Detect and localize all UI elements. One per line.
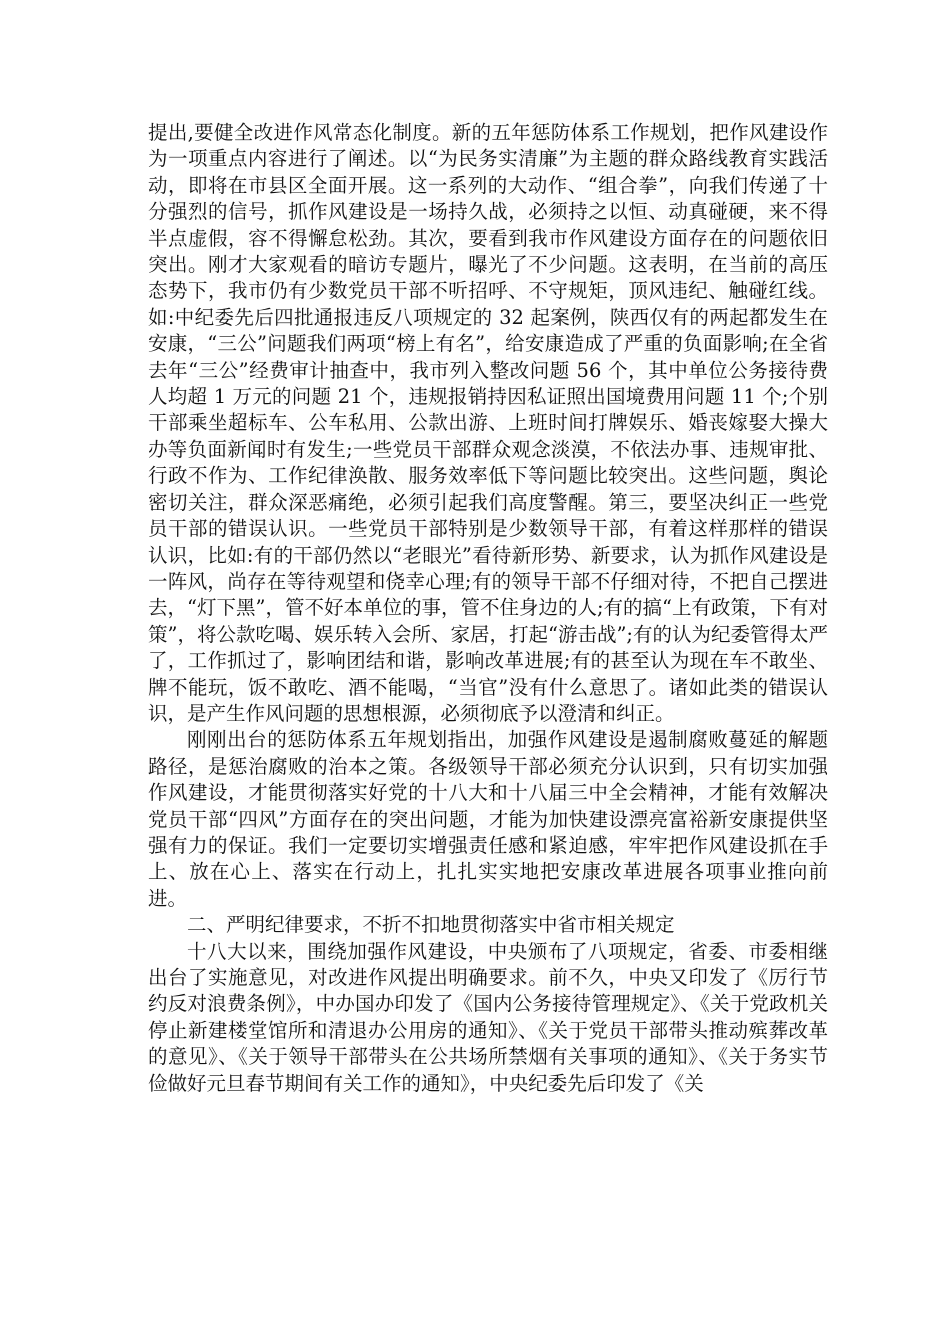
paragraph-1: 提出,要健全改进作风常态化制度。新的五年惩防体系工作规划，把作风建设作为一项重点内容进行了阐述。以“为民务实清廉”为主题的群众路线教育实践活动，即将在市县区全面开展。这一系列的大动作、“组合拳”，向我们传递了十分强烈的信号，抓作风建设是一场持久战，必须持之以恒、动真碰硬，来不得半点虚假，容不得懈怠松劲。其次，要看到我市作风建设方面存在的问题依旧突出。刚才大家观看的暗访专题片，曝光了不少问题。这表明，在当前的高压态势下，我市仍有少数党员干部不听招呼、不守规矩，顶风违纪、触碰红线。如:中纪委先后四批通报违反八项规定的 32 起案例，陕西仅有的两起都发生在安康，“三公”问题我们两项“榜上有名”，给安康造成了严重的负面影响;在全省去年“三公”经费审计抽查中，我市列入整改问题 56 个，其中单位公务接待费人均超 1 万元的问题 21 个，违规报销持因私证照出国境费用问题 11 个;个别干部乘坐超标车、公车私用、公款出游、上班时间打牌娱乐、婚丧嫁娶大操大办等负面新闻时有发生;一些党员干部群众观念淡漠，不依法办事、违规审批、行政不作为、工作纪律涣散、服务效率低下等问题比较突出。这些问题，舆论密切关注，群众深恶痛绝，必须引起我们高度警醒。第三，要坚决纠正一些党员干部的错误认识。一些党员干部特别是少数领导干部，有着这样那样的错误认识，比如:有的干部仍然以“老眼光”看待新形势、新要求，认为抓作风建设是一阵风，尚存在等待观望和侥幸心理;有的领导干部不仔细对待，不把自己摆进去，“灯下黑”，管不好本单位的事，管不住身边的人;有的搞“上有政策，下有对策”，将公款吃喝、娱乐转入会所、家居，打起“游击战”;有的认为纪委管得太严了，工作抓过了，影响团结和谐，影响改革进展;有的甚至认为现在车不敢坐、牌不能玩，饭不敢吃、酒不能喝，“当官”没有什么意思了。诸如此类的错误认识，是产生作风问题的思想根源，必须彻底予以澄清和纠正。 [148, 121, 828, 725]
paragraph-3: 十八大以来，围绕加强作风建设，中央颁布了八项规定，省委、市委相继出台了实施意见，对改进作风提出明确要求。前不久，中央又印发了《厉行节约反对浪费条例》，中办国办印发了《国内公务接待管理规定》、《关于党政机关停止新建楼堂馆所和清退办公用房的通知》、《关于党员干部带头推动殡葬改革的意见》、《关于领导干部带头在公共场所禁烟有关事项的通知》、《关于务实节俭做好元旦春节期间有关工作的通知》，中央纪委先后印发了《关 [148, 939, 828, 1095]
section-heading: 二、严明纪律要求，不折不扣地贯彻落实中省市相关规定 [187, 913, 675, 937]
paragraph-2: 刚刚出台的惩防体系五年规划指出，加强作风建设是遏制腐败蔓延的解题路径，是惩治腐败的治本之策。各级领导干部必须充分认识到，只有切实加强作风建设，才能贯彻落实好党的十八大和十八届三中全会精神，才能有效解决党员干部“四风”方面存在的突出问题，才能为加快建设漂亮富裕新安康提供坚强有力的保证。我们一定要切实增强责任感和紧迫感，牢牢把作风建设抓在手上、放在心上、落实在行动上，扎扎实实地把安康改革进展各项事业推向前进。 [148, 728, 828, 910]
document-body [148, 120, 828, 1097]
